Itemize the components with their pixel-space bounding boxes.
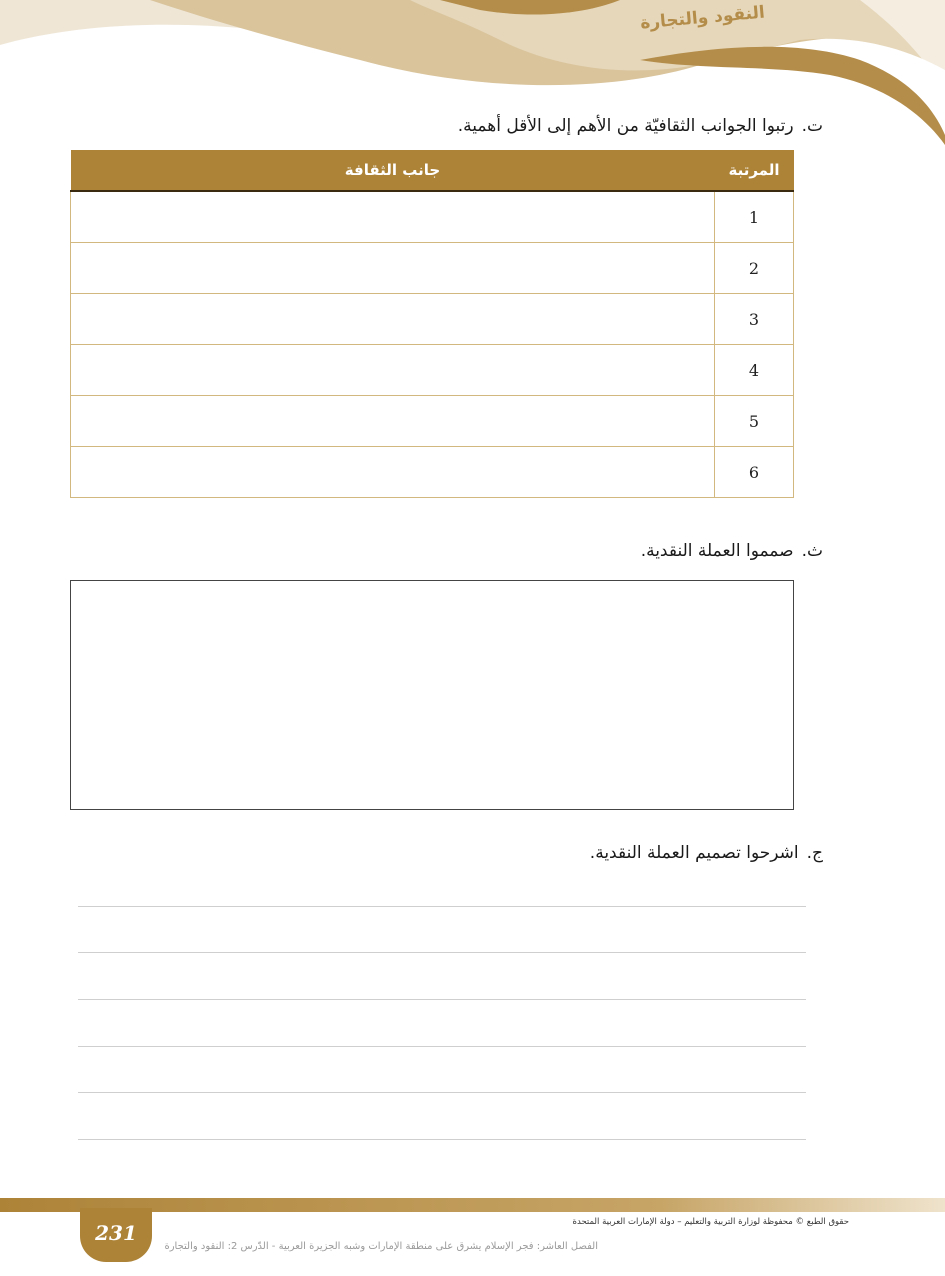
answer-line[interactable] [78,1139,806,1140]
rank-cell: 1 [714,191,793,243]
question-th [641,541,823,561]
table-row [71,294,794,345]
rank-cell: 4 [714,345,793,396]
ranking-table [70,150,794,498]
table-row [71,447,794,498]
aspect-cell[interactable] [71,447,715,498]
aspect-cell[interactable] [71,396,715,447]
question-letter: ج. [806,843,823,863]
answer-line[interactable] [78,1092,806,1093]
rank-header: المرتبة [714,150,793,191]
aspect-cell[interactable] [71,294,715,345]
aspect-header: جانب الثقافة [71,150,715,191]
table-row [71,345,794,396]
question-text: رتبوا الجوانب الثقافيّة من الأهم إلى الأقل أهمية. [457,116,794,136]
rank-cell: 2 [714,243,793,294]
rank-cell: 3 [714,294,793,345]
table-row [71,243,794,294]
aspect-cell[interactable] [71,345,715,396]
chapter-title: الفصل العاشر: فجر الإسلام يشرق على منطقة الإمارات وشبه الجزيرة العربية - الدّرس 2: النقود والتجارة [164,1241,598,1252]
page-number: 231 [80,1208,152,1262]
question-t [458,116,823,136]
aspect-cell[interactable] [71,191,715,243]
currency-design-box[interactable] [70,580,794,810]
answer-line[interactable] [78,952,806,953]
header-title: النقود والتجارة [639,2,766,34]
question-letter: ث. [801,541,823,561]
question-letter: ت. [801,116,823,136]
rank-cell: 5 [714,396,793,447]
answer-line[interactable] [78,999,806,1000]
answer-line[interactable] [78,1046,806,1047]
rank-cell: 6 [714,447,793,498]
question-text: اشرحوا تصميم العملة النقدية. [589,843,799,863]
question-j [590,843,823,863]
table-header-row [71,150,794,191]
question-text: صمموا العملة النقدية. [640,541,794,561]
table-row [71,396,794,447]
table-row [71,191,794,243]
answer-line[interactable] [78,906,806,907]
aspect-cell[interactable] [71,243,715,294]
copyright-notice: حقوق الطبع © محفوظة لوزارة التربية والتعليم – دولة الإمارات العربية المتحدة [572,1217,849,1227]
